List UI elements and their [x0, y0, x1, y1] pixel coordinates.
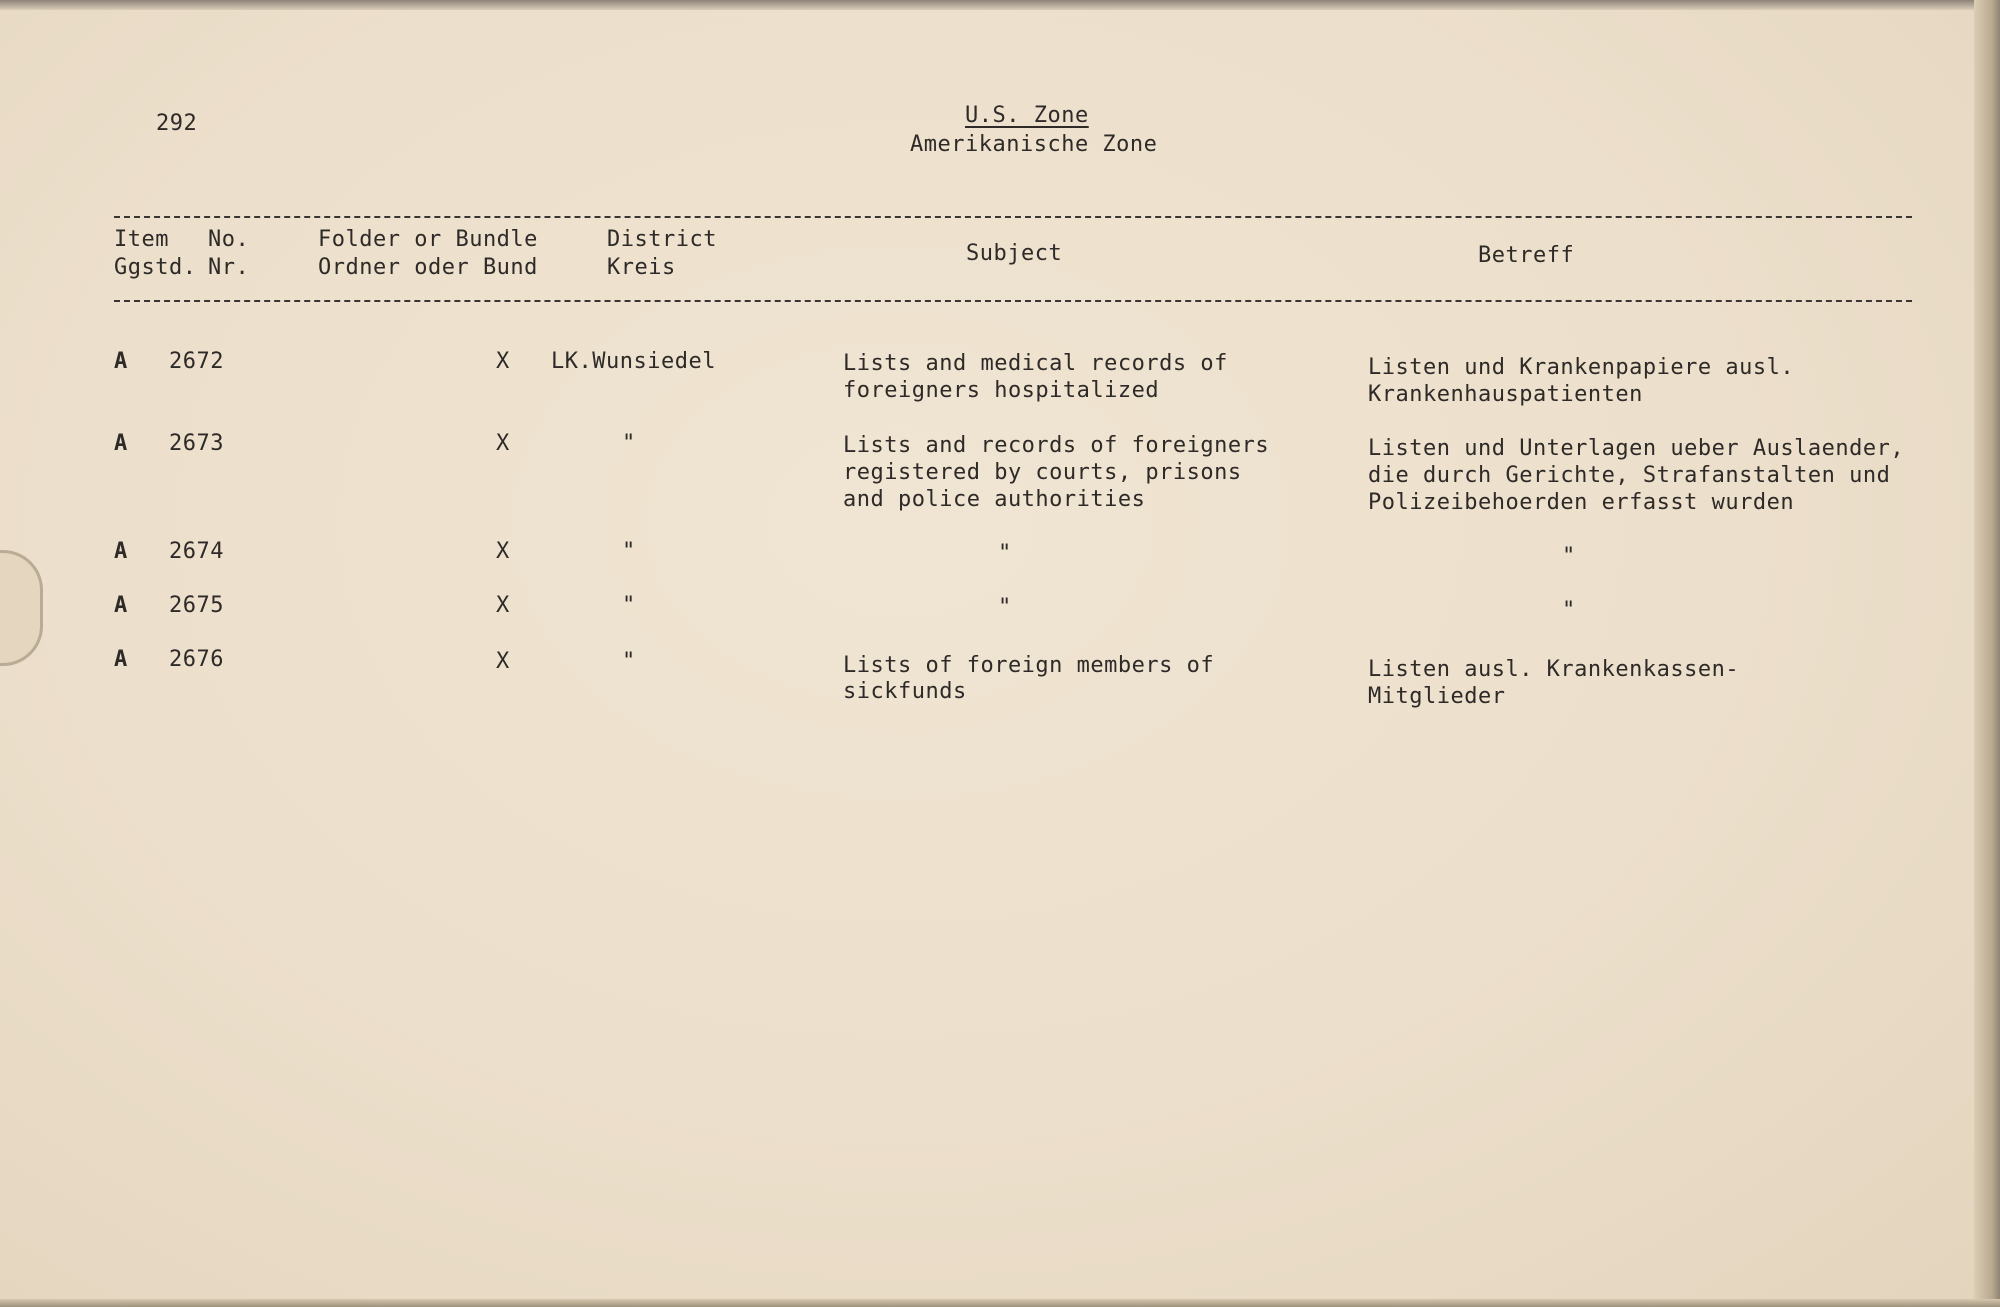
row-subject-line: and police authorities: [843, 487, 1146, 512]
row-subject-line: Lists of foreign members of: [843, 653, 1215, 678]
col-betreff: Betreff: [1478, 243, 1575, 268]
row-betreff-line: Polizeibehoerden erfasst wurden: [1368, 490, 1795, 515]
zone-title-en: U.S. Zone: [965, 103, 1089, 128]
col-no-de: Nr.: [208, 255, 250, 280]
row-district-ditto: ": [622, 593, 636, 618]
row-betreff-line: Listen und Unterlagen ueber Auslaender,: [1368, 436, 1905, 461]
page-number: 292: [156, 111, 198, 136]
row-betreff-line: Listen ausl. Krankenkassen-: [1368, 657, 1740, 682]
col-subject: Subject: [966, 241, 1063, 266]
row-item: A: [114, 349, 128, 374]
col-district-de: Kreis: [607, 255, 676, 280]
zone-title-de: Amerikanische Zone: [910, 132, 1158, 157]
row-number: 2673: [169, 431, 224, 456]
row-district-ditto: ": [622, 539, 636, 564]
row-item: A: [114, 539, 128, 564]
row-betreff-line: Mitglieder: [1368, 684, 1506, 709]
col-district-en: District: [607, 227, 717, 252]
header-bottom-rule: [114, 300, 1912, 302]
header-top-rule: [114, 216, 1912, 218]
row-subject-line: Lists and medical records of: [843, 351, 1228, 376]
row-subject-ditto: ": [998, 541, 1012, 566]
row-betreff-line: die durch Gerichte, Strafanstalten und: [1368, 463, 1891, 488]
row-number: 2672: [169, 349, 224, 374]
row-bundle-mark: X: [496, 349, 510, 374]
row-district: LK.Wunsiedel: [551, 349, 716, 374]
col-no-en: No.: [208, 227, 250, 252]
row-betreff-ditto: ": [1562, 598, 1576, 623]
row-item: A: [114, 647, 128, 672]
row-bundle-mark: X: [496, 539, 510, 564]
col-folder-en: Folder or Bundle: [318, 227, 538, 252]
col-item-de: Ggstd.: [114, 255, 197, 280]
row-subject-line: Lists and records of foreigners: [843, 433, 1270, 458]
row-subject-line: foreigners hospitalized: [843, 378, 1160, 403]
page-right-edge: [1974, 0, 2000, 1307]
row-number: 2674: [169, 539, 224, 564]
row-number: 2676: [169, 647, 224, 672]
row-subject-line: sickfunds: [843, 679, 967, 704]
row-item: A: [114, 593, 128, 618]
row-bundle-mark: X: [496, 593, 510, 618]
row-betreff-line: Krankenhauspatienten: [1368, 382, 1643, 407]
page-bottom-edge: [0, 1299, 2000, 1307]
row-bundle-mark: X: [496, 431, 510, 456]
row-number: 2675: [169, 593, 224, 618]
page-top-edge: [0, 0, 2000, 10]
row-district-ditto: ": [622, 649, 636, 674]
row-subject-line: registered by courts, prisons: [843, 460, 1242, 485]
row-betreff-line: Listen und Krankenpapiere ausl.: [1368, 355, 1795, 380]
col-item-en: Item: [114, 227, 169, 252]
row-betreff-ditto: ": [1562, 544, 1576, 569]
row-bundle-mark: X: [496, 649, 510, 674]
binder-tab-notch: [0, 550, 43, 666]
row-district-ditto: ": [622, 431, 636, 456]
col-folder-de: Ordner oder Bund: [318, 255, 538, 280]
row-subject-ditto: ": [998, 595, 1012, 620]
row-item: A: [114, 431, 128, 456]
